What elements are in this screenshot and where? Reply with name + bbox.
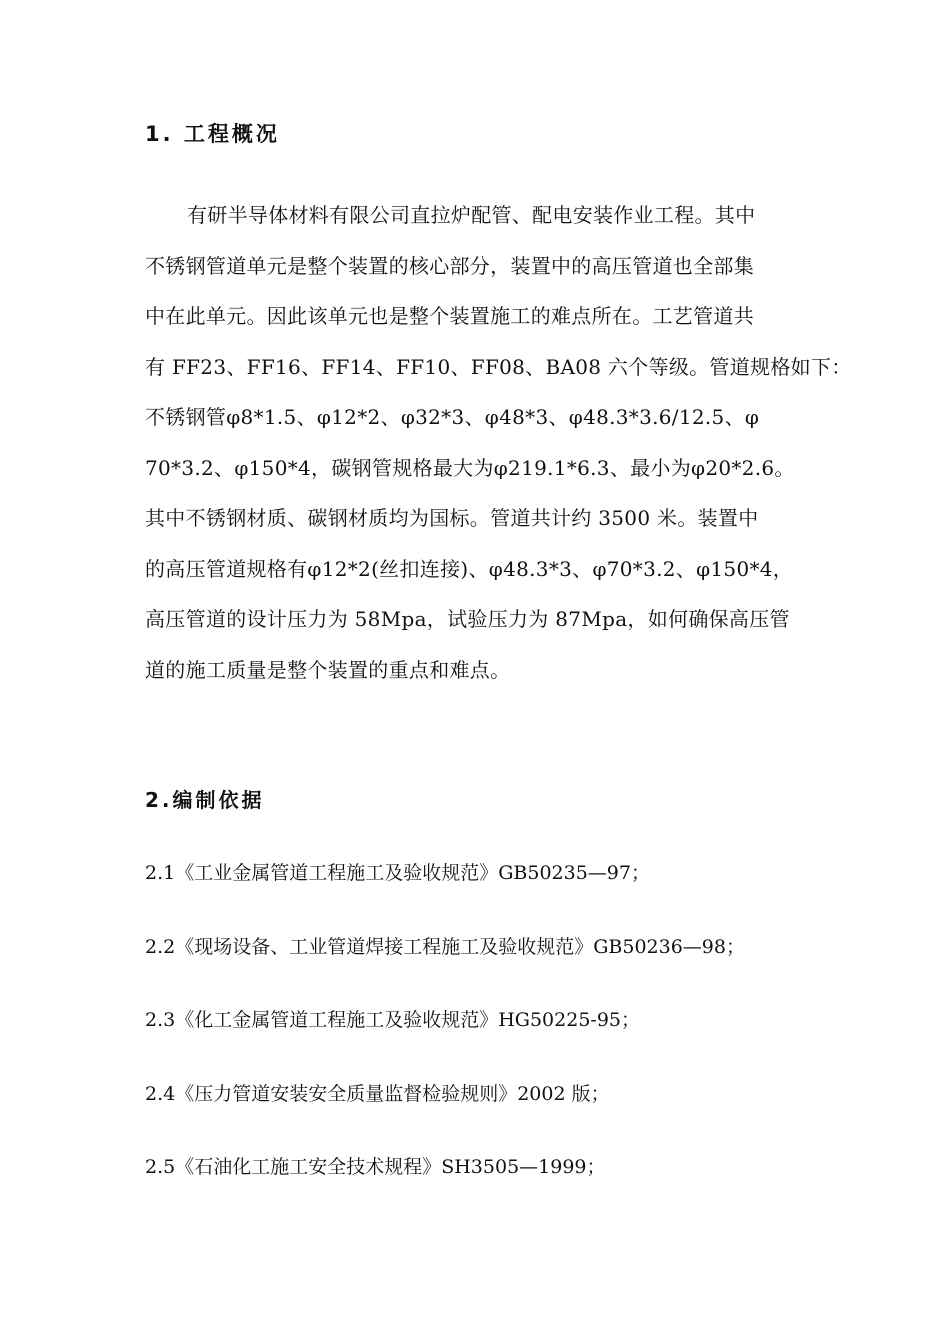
paragraph-line: 有研半导体材料有限公司直拉炉配管、配电安装作业工程。其中 [187,203,756,227]
paragraph-line: 70*3.2、φ150*4，碳钢管规格最大为φ219.1*6.3、最小为φ20*2.6。 [145,455,795,480]
paragraph-line: 有 FF23、FF16、FF14、FF10、FF08、BA08 六个等级。管道规格如下： [145,354,852,379]
reference-item: 2.2《现场设备、工业管道焊接工程施工及验收规范》GB50236—98； [145,935,745,958]
paragraph-line: 其中不锈钢材质、碳钢材质均为国标。管道共计约 3500 米。装置中 [145,506,759,530]
reference-item: 2.5《石油化工施工安全技术规程》SH3505—1999； [145,1156,606,1178]
paragraph-line: 的高压管道规格有φ12*2(丝扣连接)、φ48.3*3、φ70*3.2、φ150*4， [145,556,794,581]
paragraph-line: 高压管道的设计压力为 58Mpa，试验压力为 87Mpa，如何确保高压管 [145,607,790,631]
section-1-paragraph [145,190,852,695]
section-1-heading: 1. 工程概况 [145,122,280,146]
paragraph-line: 道的施工质量是整个装置的重点和难点。 [145,657,511,682]
reference-list [145,848,845,1216]
paragraph-line: 不锈钢管φ8*1.5、φ12*2、φ32*3、φ48*3、φ48.3*3.6/12.5、φ [145,405,760,429]
reference-item: 2.3《化工金属管道工程施工及验收规范》HG50225-95； [145,1009,641,1031]
paragraph-line: 不锈钢管道单元是整个装置的核心部分，装置中的高压管道也全部集 [145,253,754,278]
paragraph-line: 中在此单元。因此该单元也是整个装置施工的难点所在。工艺管道共 [145,304,754,328]
reference-item: 2.4《压力管道安装安全质量监督检验规则》2002 版； [145,1082,610,1105]
section-2-heading: 2.编制依据 [145,788,265,812]
reference-item: 2.1《工业金属管道工程施工及验收规范》GB50235—97； [145,862,650,884]
